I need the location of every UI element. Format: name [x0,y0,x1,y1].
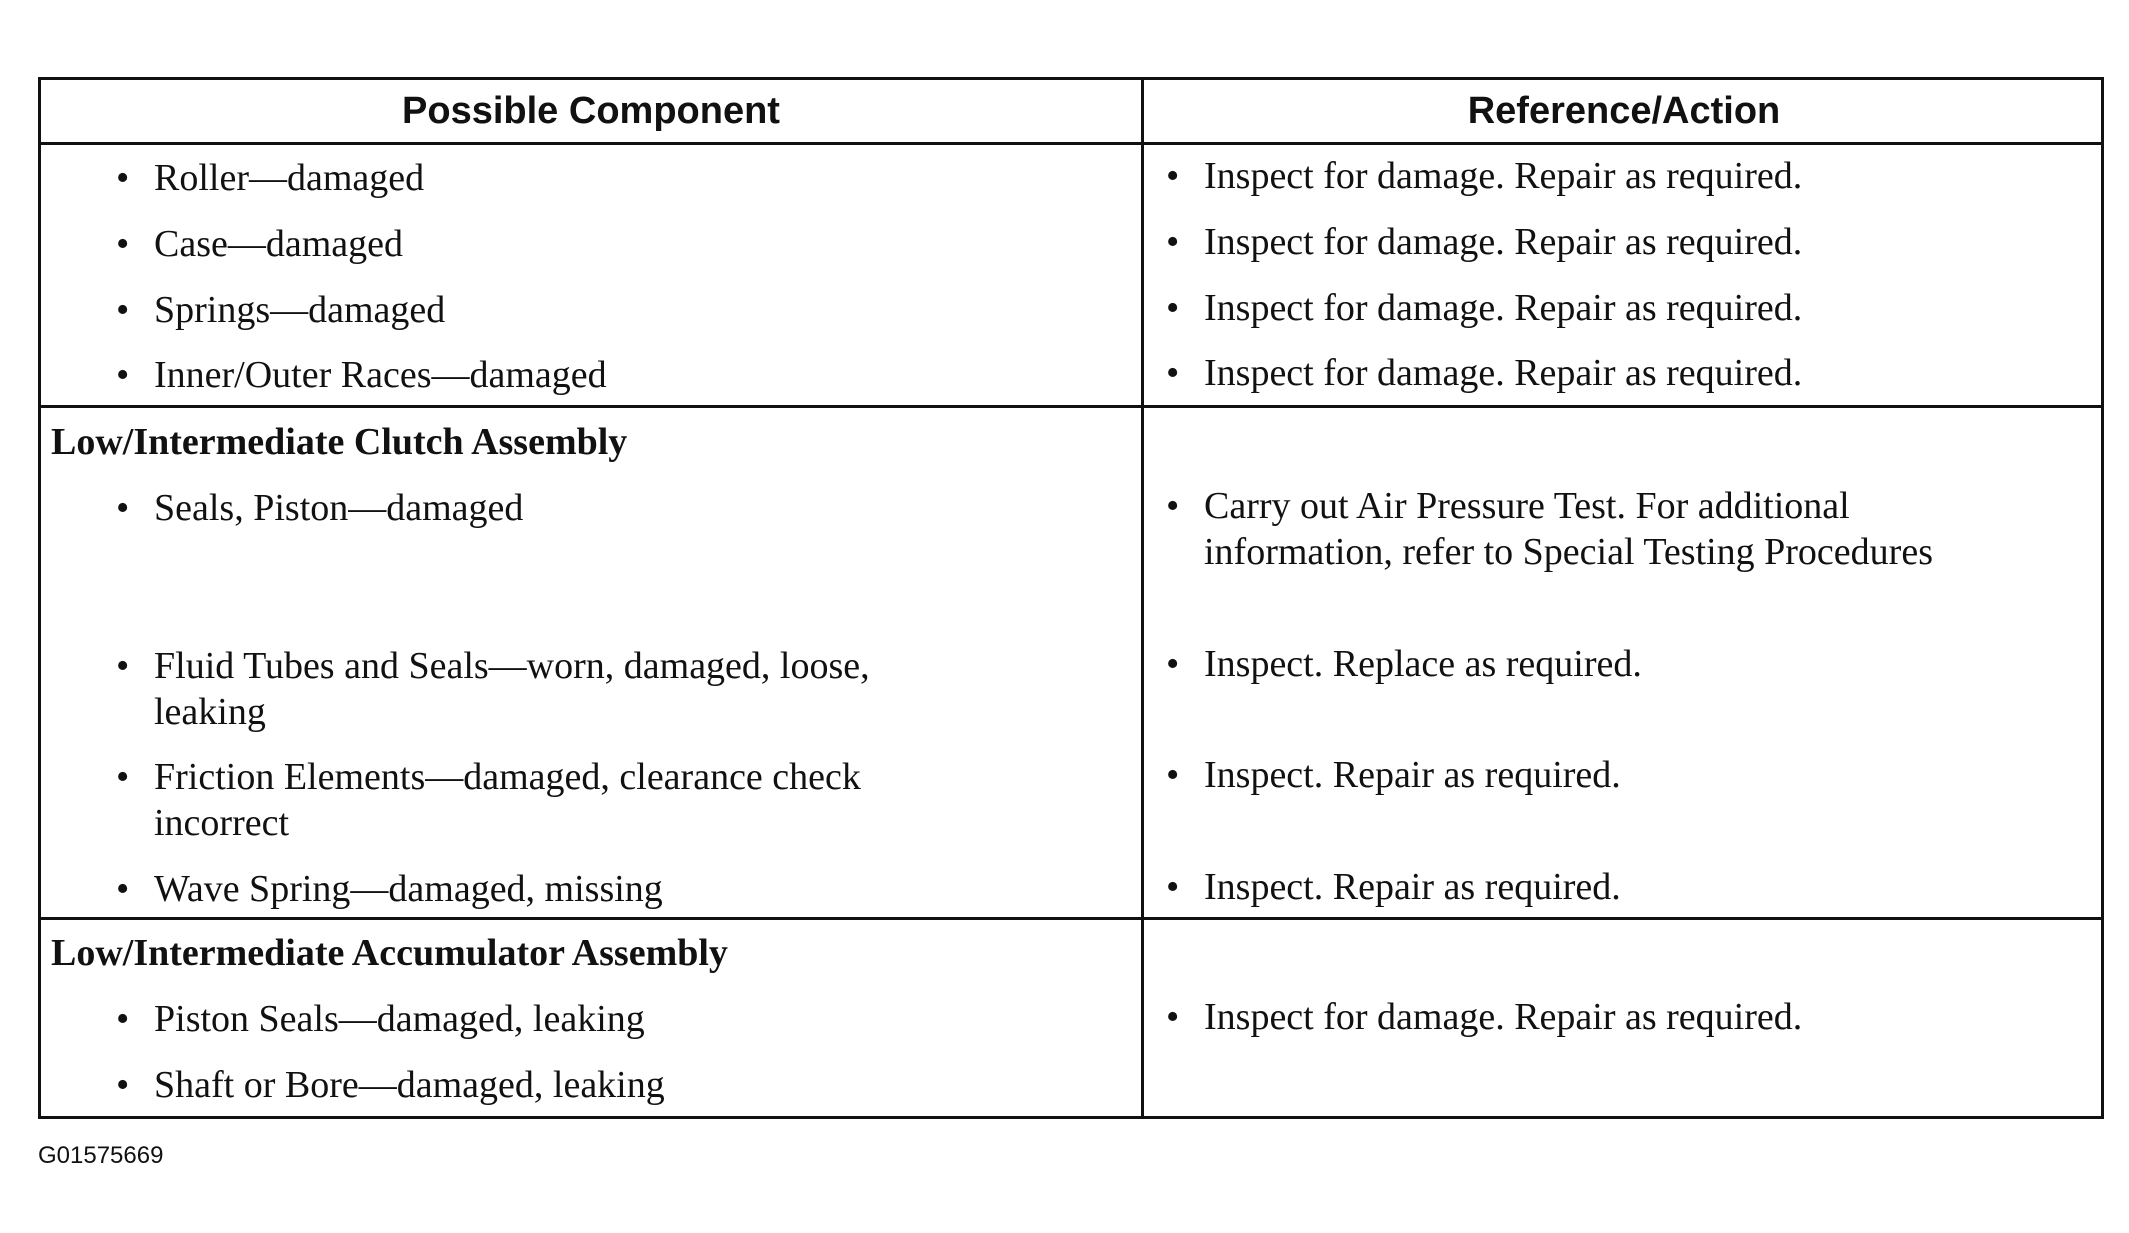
bullet: • [116,223,130,265]
bullet: • [116,354,130,396]
bullet: • [1166,866,1180,908]
component-line: Fluid Tubes and Seals—worn, damaged, loose, [154,645,870,687]
action-races: Inspect for damage. Repair as required. [1204,352,1803,394]
bullet: • [116,289,130,331]
header-possible-component: Possible Component [402,89,780,132]
bullet: • [116,868,130,910]
bullet: • [116,756,130,798]
bullet: • [1166,352,1180,394]
component-roller: Roller—damaged [154,157,425,199]
action-line: Carry out Air Pressure Test. For additional [1204,485,1850,527]
component-piston-seals: Piston Seals—damaged, leaking [154,998,645,1040]
component-springs: Springs—damaged [154,289,446,331]
bullet: • [1166,996,1180,1038]
bullet: • [1166,221,1180,263]
bullet: • [116,645,130,687]
component-wave-spring: Wave Spring—damaged, missing [154,868,663,910]
component-fluid-tubes [154,643,870,735]
figure-id: G01575669 [38,1142,164,1169]
action-wave-spring: Inspect. Repair as required. [1204,866,1621,908]
component-case: Case—damaged [154,223,404,265]
action-springs: Inspect for damage. Repair as required. [1204,287,1803,329]
bullet: • [1166,485,1180,527]
bullet: • [116,157,130,199]
component-seals-piston: Seals, Piston—damaged [154,487,524,529]
component-line: incorrect [154,802,290,844]
component-races: Inner/Outer Races—damaged [154,354,607,396]
action-roller: Inspect for damage. Repair as required. [1204,155,1803,197]
bullet: • [1166,287,1180,329]
bullet: • [1166,643,1180,685]
diagnosis-table [38,77,2104,1119]
section-title-accumulator: Low/Intermediate Accumulator Assembly [51,932,728,974]
action-fluid-tubes: Inspect. Replace as required. [1204,643,1642,685]
section-divider [41,405,2101,408]
section-divider [41,917,2101,920]
section-title-clutch: Low/Intermediate Clutch Assembly [51,421,628,463]
header-divider [41,142,2101,145]
action-case: Inspect for damage. Repair as required. [1204,221,1803,263]
column-divider [1141,80,1144,1116]
component-line: Friction Elements—damaged, clearance check [154,756,861,798]
bullet: • [1166,155,1180,197]
action-line: information, refer to Special Testing Procedures [1204,531,1933,573]
component-friction-elements [154,754,861,846]
bullet: • [116,998,130,1040]
action-friction-elements: Inspect. Repair as required. [1204,754,1621,796]
component-line: leaking [154,691,266,733]
action-accumulator: Inspect for damage. Repair as required. [1204,996,1803,1038]
bullet: • [116,1064,130,1106]
header-reference-action: Reference/Action [1467,89,1781,132]
bullet: • [116,487,130,529]
component-shaft-bore: Shaft or Bore—damaged, leaking [154,1064,665,1106]
bullet: • [1166,754,1180,796]
action-seals-piston [1204,483,1933,575]
